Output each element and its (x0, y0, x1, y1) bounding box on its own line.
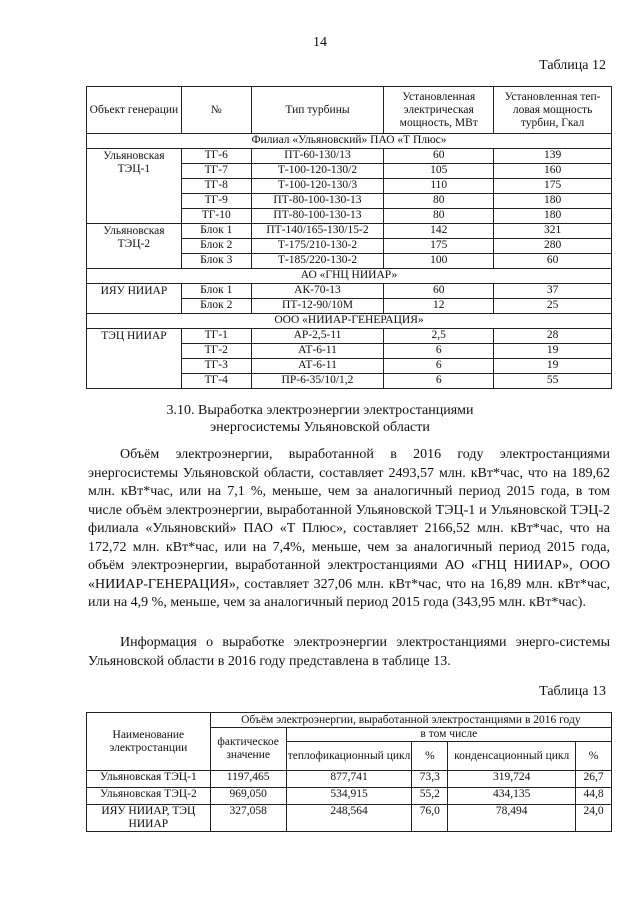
section-title: 3.10. Выработка электроэнергии электростанциями энергосистемы Ульяновской области (166, 403, 474, 435)
electric-capacity-cell: 2,5 (384, 329, 494, 344)
electric-capacity-cell: 80 (384, 194, 494, 209)
turbine-type-cell: АТ-6-11 (251, 359, 384, 374)
unit-cell: ТГ-4 (181, 374, 251, 389)
turbine-type-cell: Т-100-120-130/2 (251, 164, 384, 179)
table13-caption: Таблица 13 (539, 684, 606, 699)
object-cell: Ульяновская ТЭЦ-1 (87, 149, 182, 224)
thermal-capacity-cell: 180 (494, 194, 612, 209)
thermal-capacity-cell: 160 (494, 164, 612, 179)
unit-cell: ТГ-1 (181, 329, 251, 344)
object-cell: ИЯУ НИИАР (87, 284, 182, 314)
thermal-capacity-cell: 280 (494, 239, 612, 254)
condensing-cycle-cell: 434,135 (448, 788, 576, 805)
heating-percent-cell: 55,2 (412, 788, 448, 805)
section-header-row: Филиал «Ульяновский» ПАО «Т Плюс» (87, 134, 612, 149)
condensing-cycle-cell: 78,494 (448, 805, 576, 832)
unit-cell: Блок 1 (181, 224, 251, 239)
table-row (87, 149, 612, 164)
condensing-percent-cell: 24,0 (576, 805, 612, 832)
thermal-capacity-cell: 25 (494, 299, 612, 314)
header-volume-group: Объём электроэнергии, выработанной электростанциями в 2016 году (210, 713, 611, 728)
actual-value-cell: 1197,465 (210, 771, 286, 788)
thermal-capacity-cell: 19 (494, 359, 612, 374)
turbine-type-cell: ПТ-12-90/10М (251, 299, 384, 314)
header-turbine-type: Тип турбины (251, 87, 384, 134)
page-number: 14 (313, 35, 327, 50)
thermal-capacity-cell: 28 (494, 329, 612, 344)
header-object: Объект генерации (87, 87, 182, 134)
heating-cycle-cell: 534,915 (286, 788, 412, 805)
turbine-type-cell: АР-2,5-11 (251, 329, 384, 344)
header-actual-value: фактическое значение (210, 728, 286, 771)
condensing-percent-cell: 44,8 (576, 788, 612, 805)
table-row (87, 805, 612, 832)
electric-capacity-cell: 60 (384, 284, 494, 299)
turbine-table (86, 86, 612, 389)
heating-cycle-cell: 877,741 (286, 771, 412, 788)
actual-value-cell: 327,058 (210, 805, 286, 832)
thermal-capacity-cell: 37 (494, 284, 612, 299)
station-cell: ИЯУ НИИАР, ТЭЦ НИИАР (87, 805, 211, 832)
unit-cell: ТГ-2 (181, 344, 251, 359)
condensing-cycle-cell: 319,724 (448, 771, 576, 788)
header-electric-capacity: Установленная электрическая мощность, МВт (384, 87, 494, 134)
header-thermal-capacity: Установленная теп-ловая мощность турбин, Гкал (494, 87, 612, 134)
electric-capacity-cell: 12 (384, 299, 494, 314)
object-cell: Ульяновская ТЭЦ-2 (87, 224, 182, 269)
heating-percent-cell: 73,3 (412, 771, 448, 788)
unit-cell: Блок 1 (181, 284, 251, 299)
electric-capacity-cell: 100 (384, 254, 494, 269)
turbine-type-cell: ПР-6-35/10/1,2 (251, 374, 384, 389)
turbine-type-cell: Т-175/210-130-2 (251, 239, 384, 254)
electric-capacity-cell: 105 (384, 164, 494, 179)
heating-cycle-cell: 248,564 (286, 805, 412, 832)
turbine-type-cell: ПТ-80-100-130-13 (251, 194, 384, 209)
generation-table (86, 712, 612, 832)
actual-value-cell: 969,050 (210, 788, 286, 805)
table-row (87, 788, 612, 805)
thermal-capacity-cell: 321 (494, 224, 612, 239)
unit-cell: Блок 3 (181, 254, 251, 269)
section-header-row: АО «ГНЦ НИИАР» (87, 269, 612, 284)
turbine-type-cell: АТ-6-11 (251, 344, 384, 359)
electric-capacity-cell: 6 (384, 374, 494, 389)
header-including: в том числе (286, 728, 611, 742)
table12-caption: Таблица 12 (539, 58, 606, 73)
table-row (87, 329, 612, 344)
thermal-capacity-cell: 139 (494, 149, 612, 164)
paragraph-1: Объём электроэнергии, выработанной в 2016 году электростанциями энергосистемы Ульяновской области, составляет 2493,57 млн. кВт*час, что на 189,62 млн. кВт*час, или на 7,1 %, меньше, чем за аналогичный период 2015 года, в том числе объём электроэнергии, выработанной Ульяновской ТЭЦ-1 и Ульяновской ТЭЦ-2 филиала «Ульяновский» ПАО «Т Плюс», составляет 2166,52 млн. кВт*час, что на 172,72 млн. кВт*час, или на 7,4%, меньше, чем за аналогичный период 2015 года, объём электроэнергии, выработанной электростанциями АО «ГНЦ НИИАР», ООО «НИИАР-ГЕНЕРАЦИЯ», составляет 327,06 млн. кВт*час, что на 16,89 млн. кВт*час, или на 4,9 %, меньше, чем за аналогичный период 2015 года (343,95 млн. кВт*час). (88, 447, 610, 610)
turbine-type-cell: ПТ-60-130/13 (251, 149, 384, 164)
turbine-type-cell: АК-70-13 (251, 284, 384, 299)
thermal-capacity-cell: 180 (494, 209, 612, 224)
table-row (87, 771, 612, 788)
header-station-name: Наименование электростанции (87, 713, 211, 771)
station-cell: Ульяновская ТЭЦ-2 (87, 788, 211, 805)
unit-cell: Блок 2 (181, 239, 251, 254)
unit-cell: ТГ-3 (181, 359, 251, 374)
paragraph-2: Информация о выработке электроэнергии электростанциями энерго-системы Ульяновской области в 2016 году представлена в таблице 13. (88, 635, 610, 669)
electric-capacity-cell: 60 (384, 149, 494, 164)
header-heating-cycle: теплофикационный цикл (286, 742, 412, 771)
electric-capacity-cell: 175 (384, 239, 494, 254)
table-row (87, 224, 612, 239)
table-row (87, 284, 612, 299)
electric-capacity-cell: 6 (384, 344, 494, 359)
header-condensing-cycle: конденсационный цикл (448, 742, 576, 771)
heating-percent-cell: 76,0 (412, 805, 448, 832)
unit-cell: ТГ-6 (181, 149, 251, 164)
thermal-capacity-cell: 60 (494, 254, 612, 269)
turbine-type-cell: ПТ-80-100-130-13 (251, 209, 384, 224)
unit-cell: ТГ-10 (181, 209, 251, 224)
electric-capacity-cell: 142 (384, 224, 494, 239)
electric-capacity-cell: 6 (384, 359, 494, 374)
unit-cell: Блок 2 (181, 299, 251, 314)
turbine-type-cell: Т-100-120-130/3 (251, 179, 384, 194)
header-percent-heating: % (412, 742, 448, 771)
electric-capacity-cell: 110 (384, 179, 494, 194)
thermal-capacity-cell: 19 (494, 344, 612, 359)
section-header-row: ООО «НИИАР-ГЕНЕРАЦИЯ» (87, 314, 612, 329)
station-cell: Ульяновская ТЭЦ-1 (87, 771, 211, 788)
unit-cell: ТГ-7 (181, 164, 251, 179)
object-cell: ТЭЦ НИИАР (87, 329, 182, 389)
thermal-capacity-cell: 175 (494, 179, 612, 194)
header-number: № (181, 87, 251, 134)
condensing-percent-cell: 26,7 (576, 771, 612, 788)
turbine-type-cell: Т-185/220-130-2 (251, 254, 384, 269)
electric-capacity-cell: 80 (384, 209, 494, 224)
header-percent-condensing: % (576, 742, 612, 771)
turbine-type-cell: ПТ-140/165-130/15-2 (251, 224, 384, 239)
thermal-capacity-cell: 55 (494, 374, 612, 389)
unit-cell: ТГ-9 (181, 194, 251, 209)
unit-cell: ТГ-8 (181, 179, 251, 194)
